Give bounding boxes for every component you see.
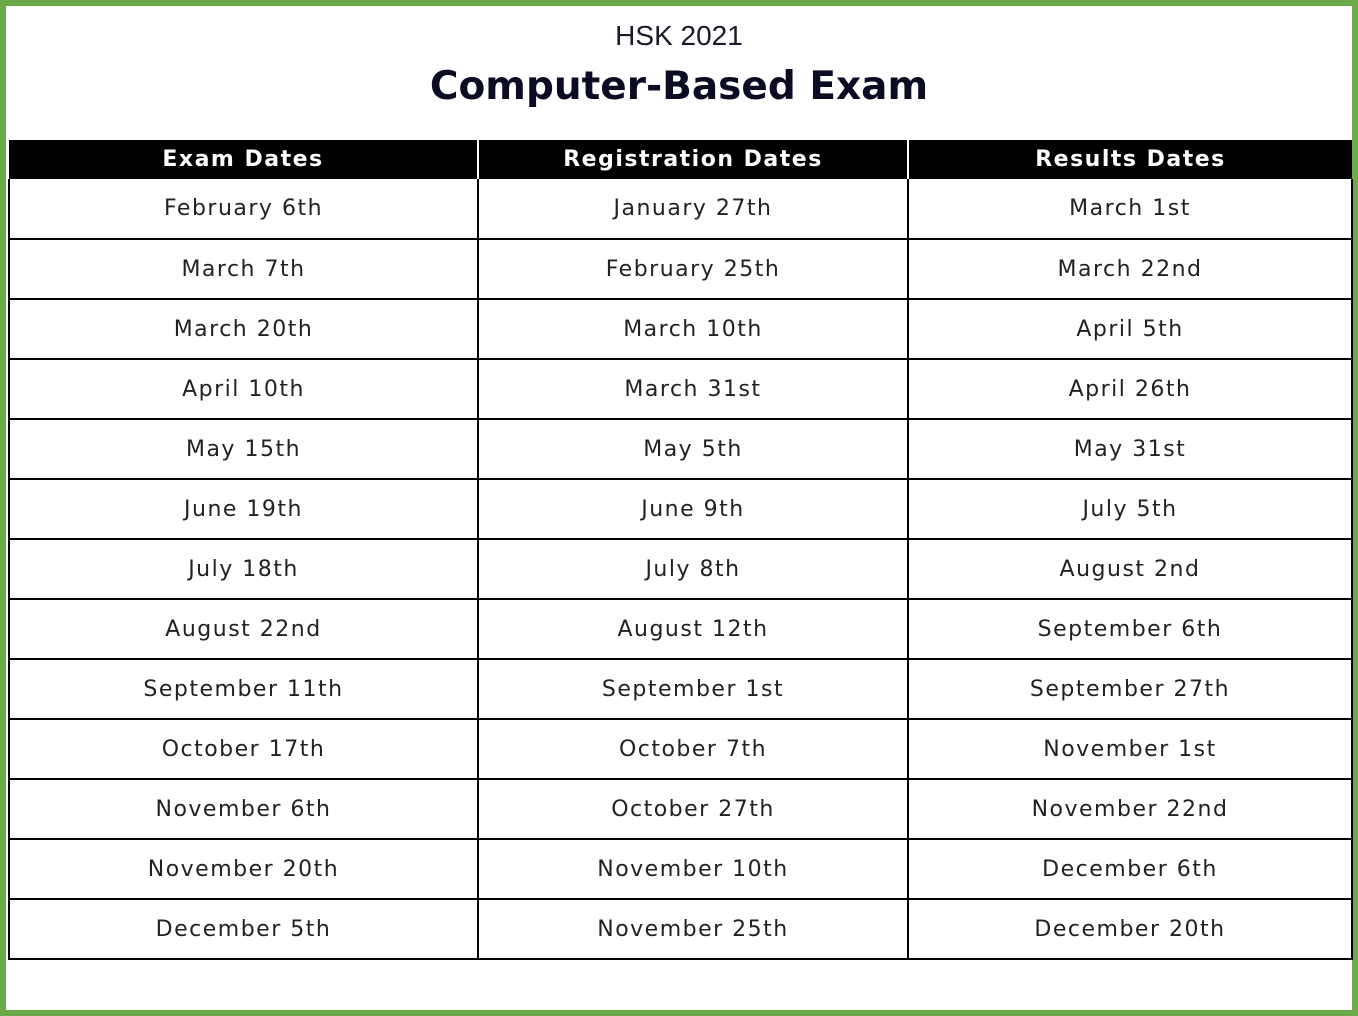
registration-date-cell: March 10th — [478, 299, 908, 359]
table-row — [9, 899, 1352, 959]
registration-date-cell: November 10th — [478, 839, 908, 899]
page-title: Computer-Based Exam — [429, 64, 929, 109]
results-date-cell: August 2nd — [908, 539, 1352, 599]
registration-date-cell: October 7th — [478, 719, 908, 779]
exam-date-cell: March 7th — [9, 239, 478, 299]
results-date-cell: December 20th — [908, 899, 1352, 959]
table-row — [9, 539, 1352, 599]
results-date-cell: November 22nd — [908, 779, 1352, 839]
table-row — [9, 299, 1352, 359]
exam-date-cell: April 10th — [9, 359, 478, 419]
column-header-results-dates: Results Dates — [908, 140, 1352, 179]
table-header-row — [9, 140, 1352, 179]
exam-date-cell: September 11th — [9, 659, 478, 719]
table-row — [9, 599, 1352, 659]
table-row — [9, 719, 1352, 779]
exam-date-cell: November 6th — [9, 779, 478, 839]
exam-date-cell: July 18th — [9, 539, 478, 599]
table-row — [9, 479, 1352, 539]
registration-date-cell: May 5th — [478, 419, 908, 479]
registration-date-cell: November 25th — [478, 899, 908, 959]
results-date-cell: May 31st — [908, 419, 1352, 479]
table-row — [9, 179, 1352, 239]
results-date-cell: April 26th — [908, 359, 1352, 419]
registration-date-cell: August 12th — [478, 599, 908, 659]
results-date-cell: November 1st — [908, 719, 1352, 779]
registration-date-cell: February 25th — [478, 239, 908, 299]
registration-date-cell: October 27th — [478, 779, 908, 839]
exam-date-cell: October 17th — [9, 719, 478, 779]
column-header-exam-dates: Exam Dates — [9, 140, 478, 179]
exam-year-subtitle: HSK 2021 — [615, 20, 743, 51]
results-date-cell: April 5th — [908, 299, 1352, 359]
results-date-cell: September 27th — [908, 659, 1352, 719]
exam-date-cell: February 6th — [9, 179, 478, 239]
registration-date-cell: March 31st — [478, 359, 908, 419]
table-row — [9, 839, 1352, 899]
results-date-cell: July 5th — [908, 479, 1352, 539]
registration-date-cell: January 27th — [478, 179, 908, 239]
registration-date-cell: July 8th — [478, 539, 908, 599]
results-date-cell: December 6th — [908, 839, 1352, 899]
table-row — [9, 239, 1352, 299]
results-date-cell: March 1st — [908, 179, 1352, 239]
registration-date-cell: June 9th — [478, 479, 908, 539]
exam-date-cell: June 19th — [9, 479, 478, 539]
table-row — [9, 359, 1352, 419]
results-date-cell: March 22nd — [908, 239, 1352, 299]
column-header-registration-dates: Registration Dates — [478, 140, 908, 179]
table-row — [9, 659, 1352, 719]
exam-schedule-table — [8, 140, 1353, 960]
exam-date-cell: December 5th — [9, 899, 478, 959]
exam-date-cell: March 20th — [9, 299, 478, 359]
exam-date-cell: November 20th — [9, 839, 478, 899]
table-row — [9, 779, 1352, 839]
exam-date-cell: August 22nd — [9, 599, 478, 659]
registration-date-cell: September 1st — [478, 659, 908, 719]
results-date-cell: September 6th — [908, 599, 1352, 659]
table-row — [9, 419, 1352, 479]
exam-date-cell: May 15th — [9, 419, 478, 479]
